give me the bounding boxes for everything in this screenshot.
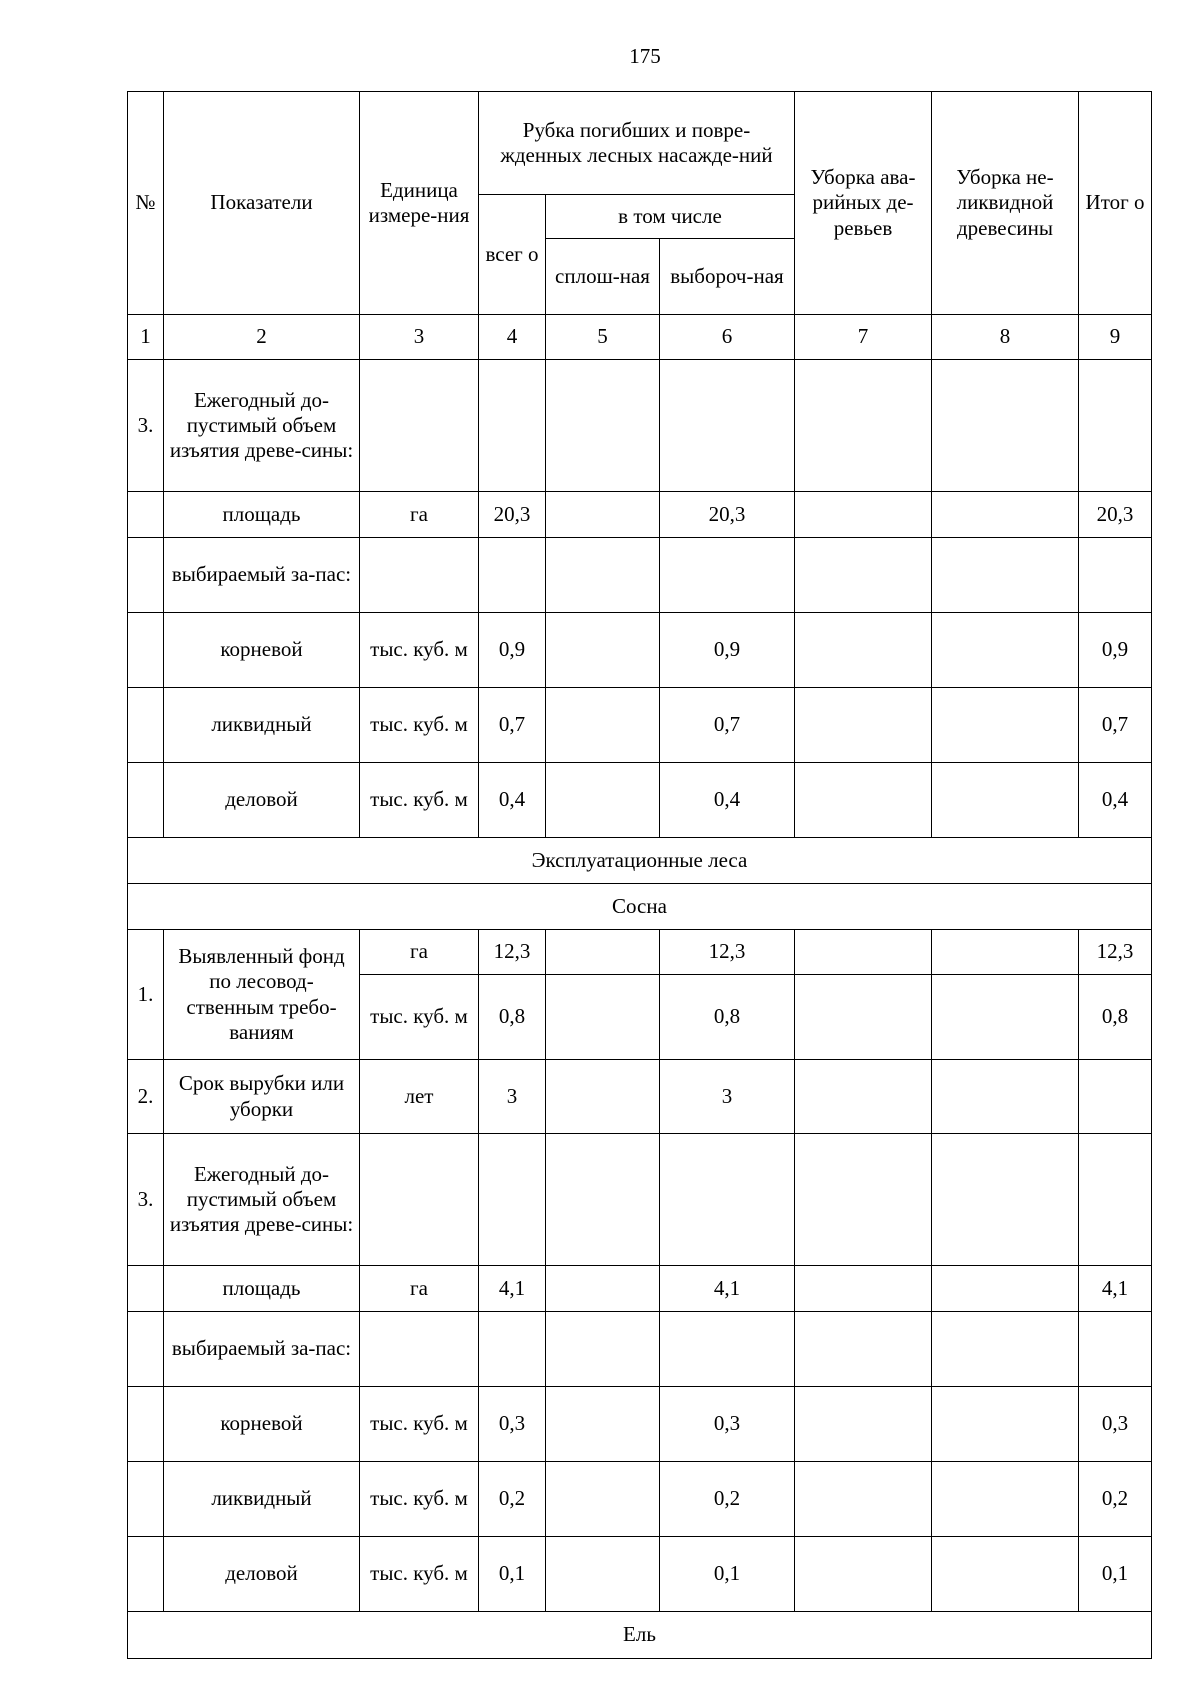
header-emergency: Уборка ава-рийных де-ревьев xyxy=(795,92,932,315)
row-label: площадь xyxy=(164,1266,360,1312)
header-felling: Рубка погибших и повре-жденных лесных насажде-ний xyxy=(479,92,795,195)
header-including: в том числе xyxy=(546,195,795,239)
value-cell: 0,1 xyxy=(1079,1537,1152,1612)
section-band-spruce: Ель xyxy=(128,1612,1152,1659)
header-selective: выбороч-ная xyxy=(660,239,795,315)
header-total: всег о xyxy=(479,195,546,315)
unit-cell: тыс. куб. м xyxy=(360,763,479,838)
col-number: 7 xyxy=(795,315,932,360)
header-clear: сплош-ная xyxy=(546,239,660,315)
row-number: 3. xyxy=(128,1134,164,1266)
table-row xyxy=(128,688,1152,763)
col-number: 3 xyxy=(360,315,479,360)
unit-cell: га xyxy=(360,930,479,975)
header-itogo: Итог о xyxy=(1079,92,1152,315)
table-row xyxy=(128,763,1152,838)
value-cell: 0,8 xyxy=(660,975,795,1060)
header-illiquid: Уборка не-ликвидной древесины xyxy=(932,92,1079,315)
col-number: 8 xyxy=(932,315,1079,360)
value-cell: 0,3 xyxy=(660,1387,795,1462)
table-row xyxy=(128,930,1152,975)
value-cell: 12,3 xyxy=(479,930,546,975)
row-label: деловой xyxy=(164,763,360,838)
value-cell: 12,3 xyxy=(1079,930,1152,975)
table-row xyxy=(128,613,1152,688)
section-band-exploitation-forests: Эксплуатационные леса xyxy=(128,838,1152,884)
row-label: выбираемый за-пас: xyxy=(164,1312,360,1387)
value-cell: 0,8 xyxy=(479,975,546,1060)
value-cell: 3 xyxy=(660,1060,795,1134)
row-label: корневой xyxy=(164,1387,360,1462)
table-row xyxy=(128,1537,1152,1612)
col-number: 5 xyxy=(546,315,660,360)
unit-cell: тыс. куб. м xyxy=(360,613,479,688)
header-no: № xyxy=(128,92,164,315)
unit-cell: тыс. куб. м xyxy=(360,1462,479,1537)
value-cell: 0,7 xyxy=(479,688,546,763)
page-number: 175 xyxy=(629,44,661,68)
value-cell: 0,2 xyxy=(1079,1462,1152,1537)
value-cell: 0,7 xyxy=(1079,688,1152,763)
unit-cell: тыс. куб. м xyxy=(360,688,479,763)
row-label: деловой xyxy=(164,1537,360,1612)
col-number: 4 xyxy=(479,315,546,360)
value-cell: 0,9 xyxy=(660,613,795,688)
col-number: 1 xyxy=(128,315,164,360)
value-cell: 0,2 xyxy=(479,1462,546,1537)
value-cell: 4,1 xyxy=(1079,1266,1152,1312)
value-cell: 0,4 xyxy=(479,763,546,838)
value-cell: 20,3 xyxy=(660,492,795,538)
col-number: 2 xyxy=(164,315,360,360)
value-cell: 20,3 xyxy=(1079,492,1152,538)
value-cell: 0,2 xyxy=(660,1462,795,1537)
forest-felling-table xyxy=(127,91,1152,1659)
value-cell: 0,3 xyxy=(479,1387,546,1462)
unit-cell: тыс. куб. м xyxy=(360,1387,479,1462)
col-number: 9 xyxy=(1079,315,1152,360)
row-label: корневой xyxy=(164,613,360,688)
value-cell: 0,9 xyxy=(1079,613,1152,688)
row-number: 1. xyxy=(128,930,164,1060)
row-label: ликвидный xyxy=(164,1462,360,1537)
header-unit: Единица измере-ния xyxy=(360,92,479,315)
row-label: Ежегодный до-пустимый объем изъятия древе-сины: xyxy=(164,1134,360,1266)
row-label: Выявленный фонд по лесовод-ственным требо-ваниям xyxy=(164,930,360,1060)
table-row xyxy=(128,1266,1152,1312)
value-cell: 0,3 xyxy=(1079,1387,1152,1462)
unit-cell: га xyxy=(360,492,479,538)
row-label: Срок вырубки или уборки xyxy=(164,1060,360,1134)
row-label: Ежегодный до-пустимый объем изъятия древе-сины: xyxy=(164,360,360,492)
value-cell: 4,1 xyxy=(479,1266,546,1312)
value-cell: 0,9 xyxy=(479,613,546,688)
table-row xyxy=(128,1312,1152,1387)
table-row xyxy=(128,1060,1152,1134)
unit-cell: тыс. куб. м xyxy=(360,1537,479,1612)
header-indicators: Показатели xyxy=(164,92,360,315)
value-cell: 0,7 xyxy=(660,688,795,763)
row-label: площадь xyxy=(164,492,360,538)
value-cell: 0,4 xyxy=(660,763,795,838)
row-label: ликвидный xyxy=(164,688,360,763)
row-number: 2. xyxy=(128,1060,164,1134)
table-row xyxy=(128,1387,1152,1462)
table-row xyxy=(128,492,1152,538)
unit-cell: лет xyxy=(360,1060,479,1134)
value-cell: 0,8 xyxy=(1079,975,1152,1060)
table-row xyxy=(128,1134,1152,1266)
table-row xyxy=(128,1462,1152,1537)
col-number: 6 xyxy=(660,315,795,360)
table-row xyxy=(128,538,1152,613)
value-cell: 3 xyxy=(479,1060,546,1134)
value-cell: 0,1 xyxy=(479,1537,546,1612)
row-label: выбираемый за-пас: xyxy=(164,538,360,613)
value-cell: 0,1 xyxy=(660,1537,795,1612)
unit-cell: га xyxy=(360,1266,479,1312)
value-cell: 4,1 xyxy=(660,1266,795,1312)
table-row xyxy=(128,360,1152,492)
value-cell: 12,3 xyxy=(660,930,795,975)
value-cell: 20,3 xyxy=(479,492,546,538)
unit-cell: тыс. куб. м xyxy=(360,975,479,1060)
row-number: 3. xyxy=(128,360,164,492)
value-cell: 0,4 xyxy=(1079,763,1152,838)
section-band-pine: Сосна xyxy=(128,884,1152,930)
